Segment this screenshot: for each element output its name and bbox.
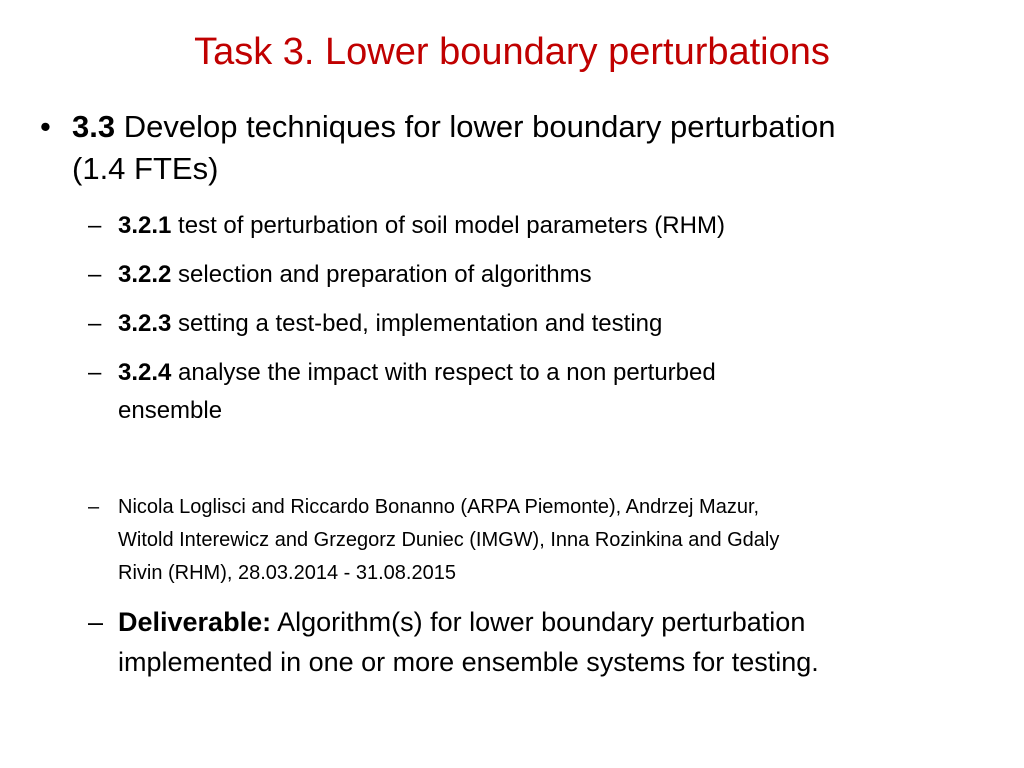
- people-line-2: Witold Interewicz and Grzegorz Duniec (IMGW), Inna Rozinkina and Gdaly: [118, 529, 780, 551]
- sub-item-number: 3.2.2: [118, 261, 172, 288]
- deliverable-line-2: implemented in one or more ensemble systems for testing.: [118, 647, 819, 677]
- sub-item-text: analyse the impact with respect to a non perturbed: [171, 359, 716, 386]
- sub-item-text: setting a test-bed, implementation and testing: [171, 310, 663, 337]
- sub-item-text: test of perturbation of soil model parameters (RHM): [171, 212, 725, 239]
- sub-item-text-line-2: ensemble: [118, 397, 223, 424]
- main-bullet-line-1: [72, 106, 1002, 148]
- bullet-marker: •: [40, 109, 51, 144]
- dash-marker: –: [88, 261, 102, 288]
- people-line-3: Rivin (RHM), 28.03.2014 - 31.08.2015: [118, 562, 456, 584]
- dash-marker: –: [88, 496, 100, 518]
- main-bullet-number: 3.3: [72, 109, 116, 144]
- deliverable-text: Algorithm(s) for lower boundary perturbation: [271, 607, 806, 637]
- slide-title: Task 3. Lower boundary perturbations: [194, 31, 830, 73]
- sub-item-number: 3.2.1: [118, 212, 172, 239]
- dash-marker: –: [88, 359, 102, 386]
- main-bullet-text: [72, 106, 1002, 190]
- main-bullet-line-2: (1.4 FTEs): [72, 151, 219, 186]
- sub-item-text: selection and preparation of algorithms: [171, 261, 592, 288]
- sub-item-number: 3.2.4: [118, 359, 172, 386]
- people-line-1: Nicola Loglisci and Riccardo Bonanno (ARPA Piemonte), Andrzej Mazur,: [118, 496, 760, 518]
- main-bullet-line-1-text: Develop techniques for lower boundary perturbation: [115, 109, 836, 144]
- dash-marker: –: [88, 212, 102, 239]
- sub-item-number: 3.2.3: [118, 310, 172, 337]
- deliverable-label: Deliverable:: [118, 607, 272, 637]
- dash-marker: –: [88, 310, 102, 337]
- dash-marker: –: [88, 607, 104, 637]
